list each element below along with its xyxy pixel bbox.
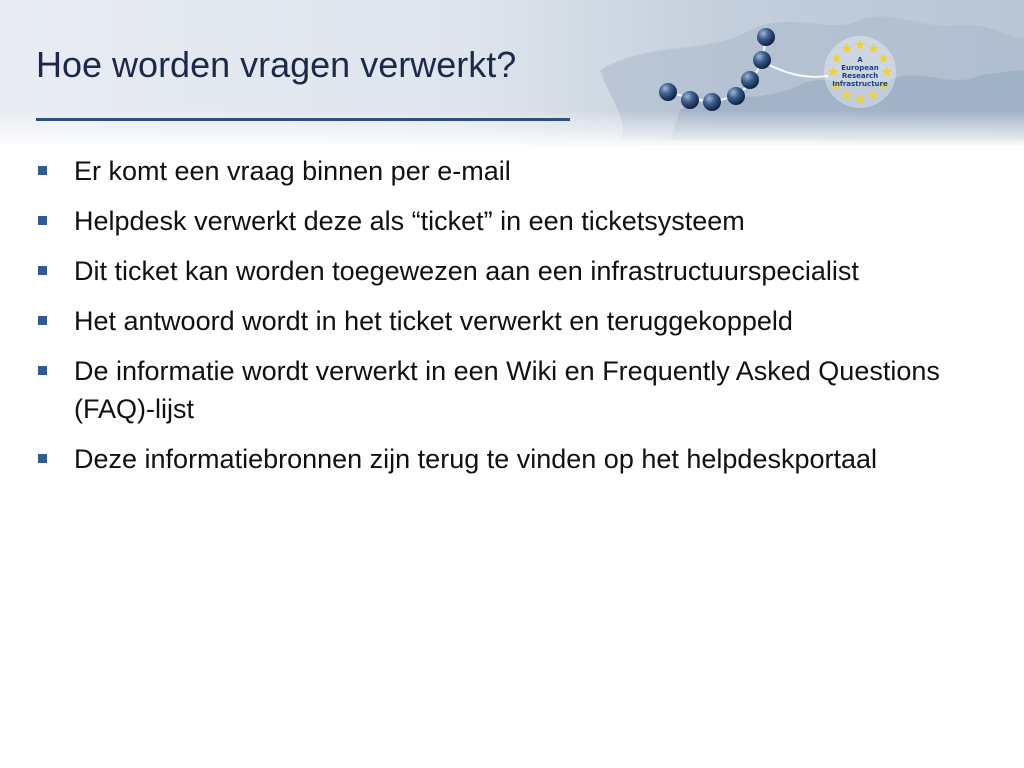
square-bullet-icon [38,166,47,175]
logo-line-3: Research [841,72,879,80]
logo-line-2: European [841,64,879,72]
title-underline [36,118,570,121]
bullet-list [36,152,966,490]
bullet-text: Dit ticket kan worden toegewezen aan een infrastructuurspecialist [74,256,859,286]
bullet-item [36,152,966,190]
bullet-text: Het antwoord wordt in het ticket verwerkt en teruggekoppeld [74,306,793,336]
header-fade [0,110,1024,150]
slide-title: Hoe worden vragen verwerkt? [36,44,517,85]
network-dot [681,91,699,109]
logo-line-4: Infrastructure [832,80,888,88]
bullet-text: Deze informatiebronnen zijn terug te vinden op het helpdeskportaal [74,444,878,474]
logo-line-1: A [857,56,863,64]
bullet-text: De informatie wordt verwerkt in een Wiki en Frequently Asked Questions (FAQ)-lijst [74,356,940,424]
bullet-item [36,252,966,290]
network-dot [753,51,771,69]
bullet-item [36,352,966,428]
bullet-item [36,202,966,240]
network-dot [757,28,775,46]
square-bullet-icon [38,454,47,463]
bullet-item [36,302,966,340]
network-dot [703,93,721,111]
bullet-item [36,440,966,478]
network-dot [659,83,677,101]
square-bullet-icon [38,366,47,375]
bullet-text: Er komt een vraag binnen per e-mail [74,156,511,186]
bullet-text: Helpdesk verwerkt deze als “ticket” in een ticketsysteem [74,206,745,236]
network-dot [727,87,745,105]
square-bullet-icon [38,216,47,225]
network-dot [741,71,759,89]
square-bullet-icon [38,266,47,275]
research-infrastructure-logo [824,36,896,108]
square-bullet-icon [38,316,47,325]
